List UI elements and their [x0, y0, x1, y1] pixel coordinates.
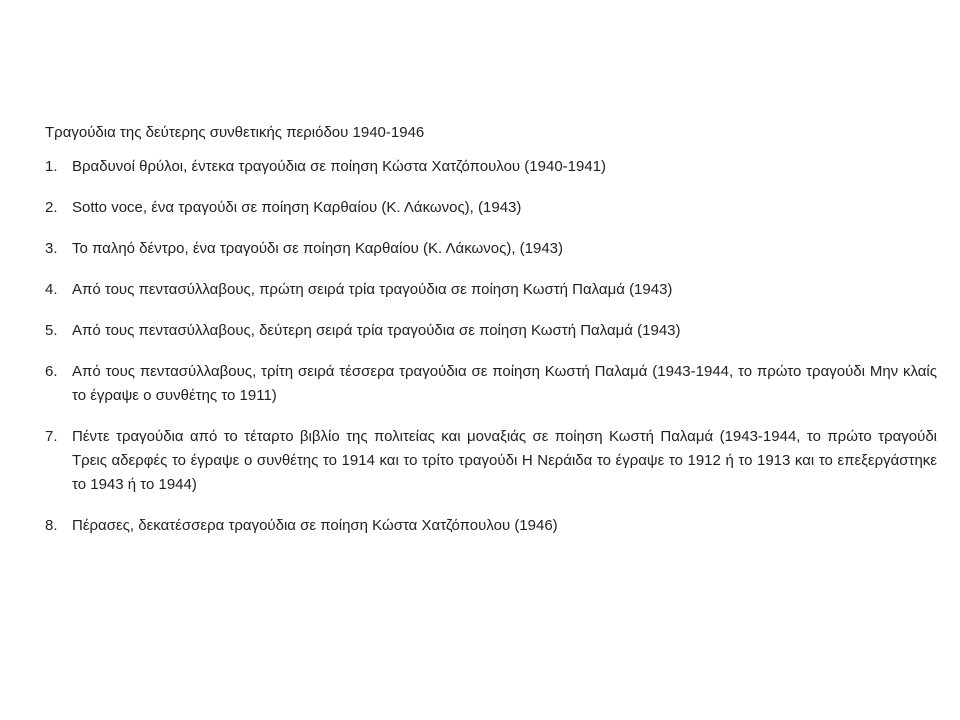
list-item-number: 4.	[45, 281, 58, 298]
list-item-number: 5.	[45, 322, 58, 339]
page-title: Τραγούδια της δεύτερης συνθετικής περιόδου 1940-1946	[45, 124, 425, 141]
list-item	[45, 196, 937, 220]
list-item-text: Πέρασες, δεκατέσσερα τραγούδια σε ποίηση Κώστα Χατζόπουλου (1946)	[72, 517, 558, 534]
list-item-text: Sotto voce, ένα τραγούδι σε ποίηση Καρθαίου (Κ. Λάκωνος), (1943)	[72, 199, 522, 216]
song-list	[45, 155, 937, 538]
list-item	[45, 425, 937, 497]
list-item-text: Από τους πεντασύλλαβους, δεύτερη σειρά τρία τραγούδια σε ποίηση Κωστή Παλαμά (1943)	[72, 322, 681, 339]
list-item-text: Από τους πεντασύλλαβους, τρίτη σειρά τέσσερα τραγούδια σε ποίηση Κωστή Παλαμά (1943-1944, το πρώτο τραγούδι Μην κλαίς το έγραψε ο συνθέτης το 1911)	[72, 363, 937, 404]
slide-content	[45, 123, 937, 555]
list-item-text: Από τους πεντασύλλαβους, πρώτη σειρά τρία τραγούδια σε ποίηση Κωστή Παλαμά (1943)	[72, 281, 673, 298]
list-item	[45, 319, 937, 343]
list-item	[45, 237, 937, 261]
list-item-number: 2.	[45, 199, 58, 216]
list-item-text: Πέντε τραγούδια από το τέταρτο βιβλίο της πολιτείας και μοναξιάς σε ποίηση Κωστή Παλαμά (1943-1944, το πρώτο τραγούδι Τρεις αδερφές το έγραψε ο συνθέτης το 1914 και το τρίτο τραγούδι Η Νεράιδα το έγραψε το 1912 ή το 1913 και το επεξεργάστηκε το 1943 ή το 1944)	[72, 428, 937, 493]
list-item-number: 3.	[45, 240, 58, 257]
list-item	[45, 360, 937, 408]
list-item	[45, 155, 937, 179]
list-item-number: 8.	[45, 517, 58, 534]
list-item-number: 7.	[45, 428, 58, 445]
list-item-number: 1.	[45, 158, 58, 175]
list-item-text: Βραδυνοί θρύλοι, έντεκα τραγούδια σε ποίηση Κώστα Χατζόπουλου (1940-1941)	[72, 158, 607, 175]
list-item	[45, 278, 937, 302]
list-item	[45, 514, 937, 538]
list-item-number: 6.	[45, 363, 58, 380]
list-item-text: Το παληό δέντρο, ένα τραγούδι σε ποίηση Καρθαίου (Κ. Λάκωνος), (1943)	[72, 240, 564, 257]
